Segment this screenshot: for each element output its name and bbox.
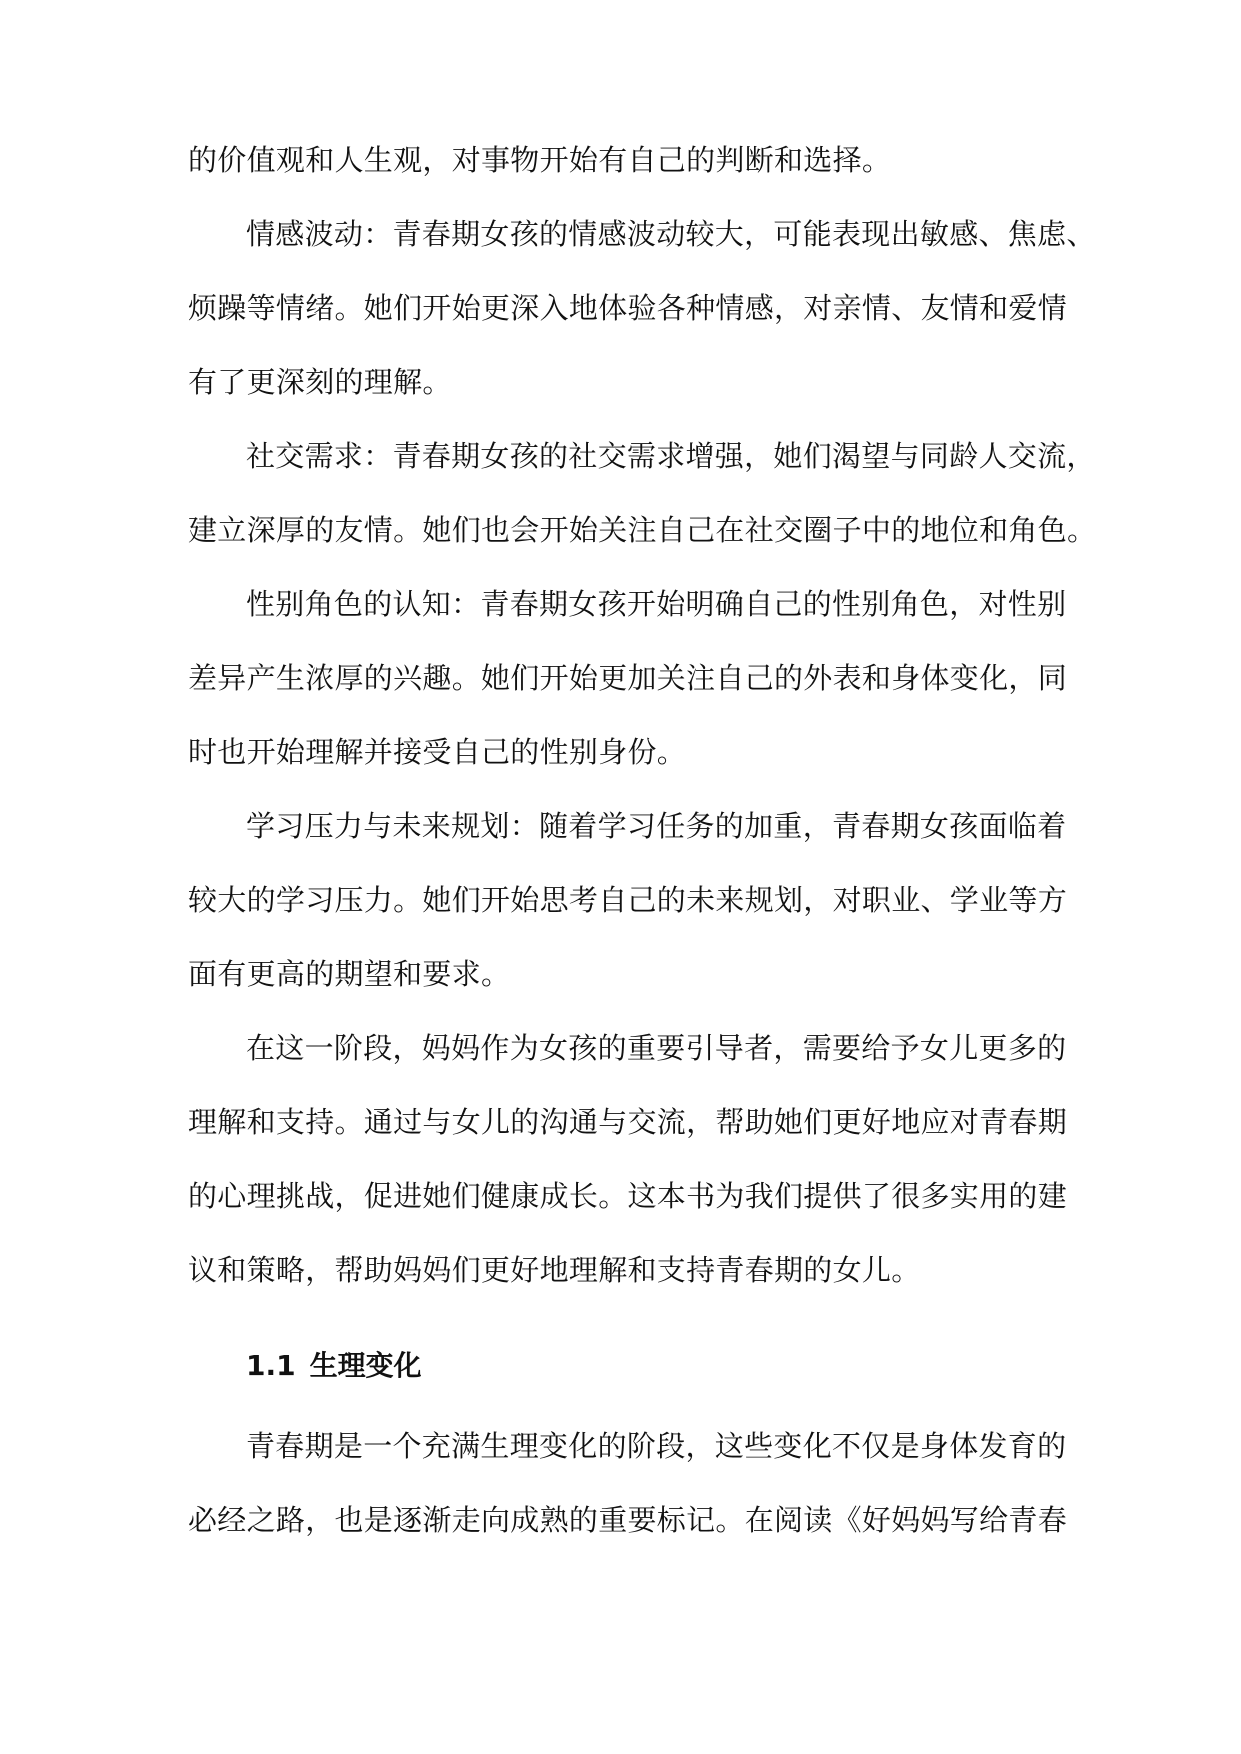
- text-line: 差异产生浓厚的兴趣。她们开始更加关注自己的外表和身体变化，同: [188, 661, 1068, 695]
- paragraph-social-start: 社交需求：青春期女孩的社交需求增强，她们渴望与同龄人交流，: [246, 439, 1096, 473]
- paragraph-gender-start: 性别角色的认知：青春期女孩开始明确自己的性别角色，对性别: [246, 587, 1067, 621]
- section-heading: [188, 1346, 1058, 1386]
- text-line: 必经之路，也是逐渐走向成熟的重要标记。在阅读《好妈妈写给青春: [188, 1503, 1068, 1537]
- text-line: 烦躁等情绪。她们开始更深入地体验各种情感，对亲情、友情和爱情: [188, 291, 1068, 325]
- text-line: 理解和支持。通过与女儿的沟通与交流，帮助她们更好地应对青春期: [188, 1105, 1068, 1139]
- section-number: 1.1: [246, 1349, 296, 1382]
- paragraph-mother-start: 在这一阶段，妈妈作为女孩的重要引导者，需要给予女儿更多的: [246, 1031, 1067, 1065]
- section-title: 生理变化: [309, 1349, 422, 1382]
- paragraph-study-start: 学习压力与未来规划：随着学习任务的加重，青春期女孩面临着: [246, 809, 1067, 843]
- text-line: 建立深厚的友情。她们也会开始关注自己在社交圈子中的地位和角色。: [188, 513, 1097, 547]
- text-line: 议和策略，帮助妈妈们更好地理解和支持青春期的女儿。: [188, 1253, 921, 1287]
- page-content: [188, 140, 1097, 1574]
- text-line: 时也开始理解并接受自己的性别身份。: [188, 735, 687, 769]
- paragraph-physiology-start: 青春期是一个充满生理变化的阶段，这些变化不仅是身体发育的: [246, 1429, 1067, 1463]
- paragraph-emotion-start: 情感波动：青春期女孩的情感波动较大，可能表现出敏感、焦虑、: [246, 217, 1096, 251]
- text-line: 较大的学习压力。她们开始思考自己的未来规划，对职业、学业等方: [188, 883, 1068, 917]
- text-line: 的价值观和人生观，对事物开始有自己的判断和选择。: [188, 143, 892, 177]
- text-line: 面有更高的期望和要求。: [188, 957, 511, 991]
- text-line: 有了更深刻的理解。: [188, 365, 452, 399]
- text-line: 的心理挑战，促进她们健康成长。这本书为我们提供了很多实用的建: [188, 1179, 1068, 1213]
